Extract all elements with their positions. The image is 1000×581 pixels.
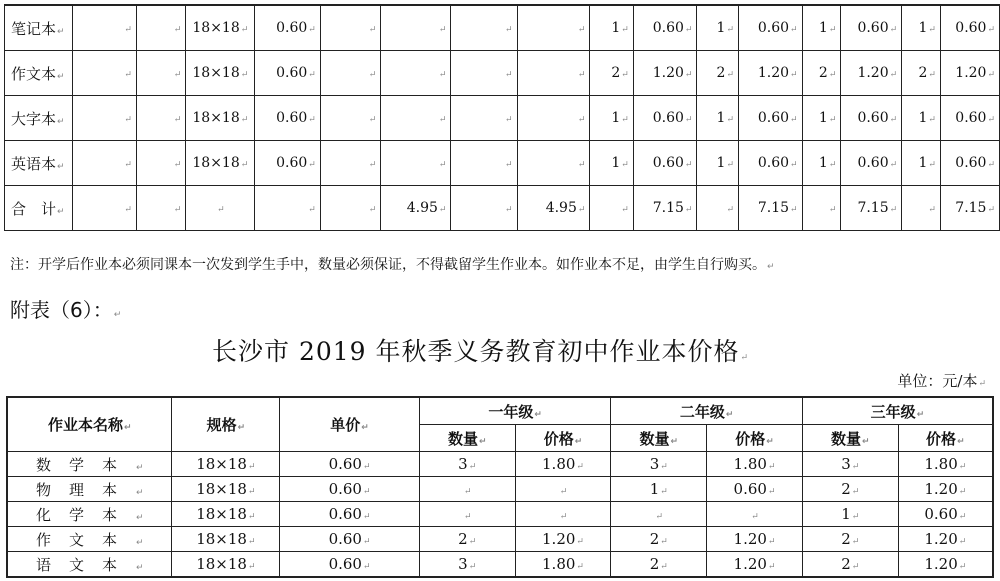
table-cell: ↵	[72, 141, 136, 186]
table-cell: 0.60↵	[841, 5, 902, 51]
note-text: 注：开学后作业本必须同课本一次发到学生手中，数量必须保证，不得截留学生作业本。如作业本不足，由学生自行购买。↵	[10, 257, 775, 273]
row-label: 数学本↵	[7, 452, 172, 477]
table-cell: ↵	[517, 51, 590, 96]
table-cell: ↵	[136, 96, 185, 141]
table-cell: 3↵	[419, 552, 515, 578]
table-cell: ↵	[72, 186, 136, 231]
table-cell: 0.60↵	[280, 552, 420, 578]
table-cell: ↵	[802, 186, 841, 231]
table-row	[5, 5, 1000, 51]
header-unit-price: 单价↵	[280, 397, 420, 452]
table-row	[5, 51, 1000, 96]
table-cell: ↵	[451, 141, 517, 186]
table-cell: 18×18↵	[172, 452, 280, 477]
row-label: 大字本↵	[5, 96, 73, 141]
table-cell: 1.20↵	[707, 527, 803, 552]
table-cell: ↵	[381, 5, 451, 51]
header-grade3: 三年级↵	[802, 397, 993, 425]
table-cell: 4.95↵	[517, 186, 590, 231]
header-row-1	[7, 397, 993, 425]
table-cell: 1.80↵	[707, 452, 803, 477]
table-row	[7, 477, 993, 502]
table-cell: ↵	[136, 186, 185, 231]
table-cell: 0.60↵	[898, 502, 993, 527]
table-cell: ↵	[136, 51, 185, 96]
table-cell: 0.60↵	[255, 141, 320, 186]
table-row	[5, 186, 1000, 231]
header-price: 价格↵	[898, 425, 993, 452]
table-cell: ↵	[419, 477, 515, 502]
row-label: 语文本↵	[7, 552, 172, 578]
table-cell: 0.60↵	[633, 5, 697, 51]
table-cell: 3↵	[419, 452, 515, 477]
table-cell: ↵	[381, 141, 451, 186]
table-cell: 1↵	[590, 141, 633, 186]
table-cell: 1.20↵	[841, 51, 902, 96]
table-cell: 1↵	[802, 141, 841, 186]
table-cell: ↵	[136, 141, 185, 186]
table-cell: ↵	[697, 186, 739, 231]
table-cell: ↵	[707, 502, 803, 527]
row-label: 合 计↵	[5, 186, 73, 231]
table-cell: ↵	[320, 186, 381, 231]
header-qty: 数量↵	[419, 425, 515, 452]
table-cell: 0.60↵	[280, 477, 420, 502]
table-cell: 1.20↵	[707, 552, 803, 578]
table-cell: ↵	[136, 5, 185, 51]
table-row	[7, 502, 993, 527]
page-title: 长沙市 2019 年秋季义务教育初中作业本价格↵	[212, 337, 750, 366]
table-cell: 3↵	[611, 452, 707, 477]
header-qty: 数量↵	[802, 425, 898, 452]
table-cell: 18×18↵	[172, 527, 280, 552]
table-cell: 2↵	[419, 527, 515, 552]
table-cell: 1.80↵	[515, 552, 611, 578]
table-cell: 7.15↵	[841, 186, 902, 231]
table-cell: 18×18↵	[186, 51, 255, 96]
table-cell: 0.60↵	[280, 452, 420, 477]
table-cell: 1.20↵	[940, 51, 999, 96]
table-cell: 1↵	[590, 96, 633, 141]
table-cell: ↵	[72, 5, 136, 51]
header-grade2: 二年级↵	[611, 397, 803, 425]
header-price: 价格↵	[515, 425, 611, 452]
header-spec: 规格↵	[172, 397, 280, 452]
table-cell: 0.60↵	[280, 527, 420, 552]
table-row	[5, 96, 1000, 141]
header-grade1: 一年级↵	[419, 397, 611, 425]
table-cell: ↵	[72, 96, 136, 141]
table-cell: ↵	[517, 5, 590, 51]
row-label: 英语本↵	[5, 141, 73, 186]
table-cell: ↵	[320, 96, 381, 141]
table-cell: ↵	[517, 96, 590, 141]
table-cell: 18×18↵	[172, 502, 280, 527]
table-cell: 2↵	[590, 51, 633, 96]
header-name: 作业本名称↵	[7, 397, 172, 452]
table-cell: 1.20↵	[898, 527, 993, 552]
table-cell: ↵	[320, 51, 381, 96]
table-cell: 1↵	[697, 141, 739, 186]
table-cell: 3↵	[802, 452, 898, 477]
table-cell: 2↵	[902, 51, 941, 96]
table-cell: ↵	[451, 186, 517, 231]
table-cell: ↵	[255, 186, 320, 231]
table-cell: 7.15↵	[633, 186, 697, 231]
table-cell: 0.60↵	[280, 502, 420, 527]
table-cell: 1↵	[802, 502, 898, 527]
table-row	[7, 452, 993, 477]
table-cell: 2↵	[611, 552, 707, 578]
row-label: 笔记本↵	[5, 5, 73, 51]
table-cell: ↵	[590, 186, 633, 231]
table-cell: 2↵	[802, 552, 898, 578]
row-label: 化学本↵	[7, 502, 172, 527]
table-row	[7, 552, 993, 578]
table-cell: 18×18↵	[172, 552, 280, 578]
table-cell: 1↵	[697, 5, 739, 51]
table-cell: 7.15↵	[940, 186, 999, 231]
table-cell: ↵	[611, 502, 707, 527]
unit-label: 单位：元/本↵	[897, 372, 986, 390]
table-cell: 1.80↵	[515, 452, 611, 477]
table-cell: ↵	[451, 96, 517, 141]
table-cell: ↵	[451, 51, 517, 96]
table-cell: 1.20↵	[739, 51, 803, 96]
table-cell: 1.20↵	[515, 527, 611, 552]
row-label: 作文本↵	[7, 527, 172, 552]
table-cell: 2↵	[802, 51, 841, 96]
table-cell: 0.60↵	[255, 51, 320, 96]
table-cell: 1.20↵	[633, 51, 697, 96]
table-cell: 18×18↵	[186, 141, 255, 186]
table-cell: 0.60↵	[739, 5, 803, 51]
table-cell: ↵	[381, 96, 451, 141]
table-cell: 0.60↵	[739, 141, 803, 186]
table-cell: ↵	[515, 502, 611, 527]
table-cell: 18×18↵	[172, 477, 280, 502]
table-cell: ↵	[320, 141, 381, 186]
table-cell: ↵	[381, 51, 451, 96]
table-cell: ↵	[517, 141, 590, 186]
table-cell: 1↵	[611, 477, 707, 502]
table-cell: 0.60↵	[841, 96, 902, 141]
row-label: 作文本↵	[5, 51, 73, 96]
table-cell: 1↵	[802, 5, 841, 51]
table-cell: ↵	[515, 477, 611, 502]
table-cell: 7.15↵	[739, 186, 803, 231]
table-cell: 2↵	[611, 527, 707, 552]
table-cell: 1↵	[590, 5, 633, 51]
table-cell: ↵	[451, 5, 517, 51]
table-cell: 0.60↵	[841, 141, 902, 186]
table-cell: ↵	[72, 51, 136, 96]
table-cell: 18×18↵	[186, 5, 255, 51]
table-cell: 2↵	[802, 527, 898, 552]
table-cell: 0.60↵	[255, 5, 320, 51]
table-cell: 0.60↵	[255, 96, 320, 141]
table-cell: 1.20↵	[898, 552, 993, 578]
table-cell: 0.60↵	[739, 96, 803, 141]
appendix-label: 附表（6）：↵	[10, 298, 122, 322]
table-cell: 4.95↵	[381, 186, 451, 231]
table-cell: 1↵	[697, 96, 739, 141]
table-cell: ↵	[902, 186, 941, 231]
table-cell: 0.60↵	[633, 141, 697, 186]
header-qty: 数量↵	[611, 425, 707, 452]
table-cell: 18×18↵	[186, 96, 255, 141]
table-cell: 0.60↵	[707, 477, 803, 502]
table-cell: 1↵	[902, 96, 941, 141]
table-cell: 1↵	[902, 141, 941, 186]
table-cell: 1.80↵	[898, 452, 993, 477]
table-row	[7, 527, 993, 552]
table-cell: 2↵	[697, 51, 739, 96]
header-price: 价格↵	[707, 425, 803, 452]
table-cell: 0.60↵	[633, 96, 697, 141]
table-cell: ↵	[419, 502, 515, 527]
table-cell: ↵	[186, 186, 255, 231]
table-row	[5, 141, 1000, 186]
table-cell: 0.60↵	[940, 5, 999, 51]
table-cell: 1↵	[902, 5, 941, 51]
row-label: 物理本↵	[7, 477, 172, 502]
table-cell: 0.60↵	[940, 141, 999, 186]
table-cell: 0.60↵	[940, 96, 999, 141]
top-price-table	[4, 4, 1000, 231]
grade-price-table	[6, 396, 994, 578]
table-cell: 1.20↵	[898, 477, 993, 502]
table-cell: 1↵	[802, 96, 841, 141]
table-cell: 2↵	[802, 477, 898, 502]
table-cell: ↵	[320, 5, 381, 51]
